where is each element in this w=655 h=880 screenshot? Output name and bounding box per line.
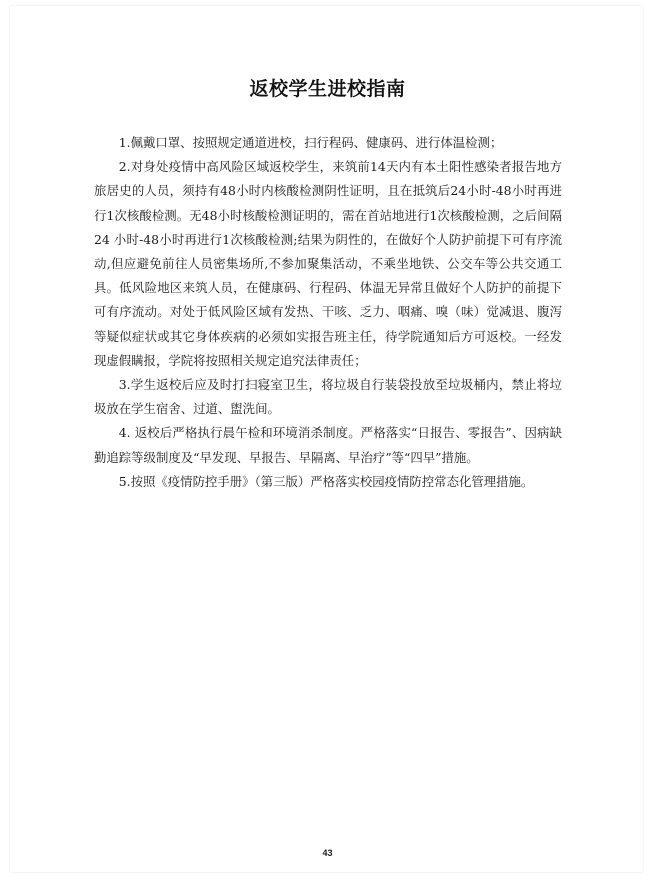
page-title: 返校学生进校指南 xyxy=(249,78,406,100)
paragraph-4: 4. 返校后严格执行晨午检和环境消杀制度。严格落实“日报告、零报告”、因病缺勤追踪等级制度及“早发现、早报告、早隔离、早治疗”等“四早”措施。 xyxy=(94,425,562,465)
page-number: 43 xyxy=(322,848,333,858)
paragraph-3: 3.学生返校后应及时打扫寝室卫生，将垃圾自行装袋投放至垃圾桶内，禁止将垃圾放在学生宿舍、过道、盥洗间。 xyxy=(94,377,562,417)
paragraph-2: 2.对身处疫情中高风险区域返校学生，来筑前14天内有本土阳性感染者报告地方旅居史的人员，须持有48小时内核酸检测阴性证明，且在抵筑后24小时-48小时再进行1次核酸检测。无48小时核酸检测证明的，需在首站地进行1次核酸检测，之后间隔24 小时-48小时再进行1次核酸检测;结果为阴性的，在做好个人防护前提下可有序流动,但应避免前往人员密集场所,不参加聚集活动，不乘坐地铁、公交车等公共交通工具。低风险地区来筑人员，在健康码、行程码、体温无异常且做好个人防护的前提下可有序流动。对处于低风险区域有发热、干咳、乏力、咽痛、嗅（味）觉减退、腹泻等疑似症状或其它身体疾病的必须如实报告班主任，待学院通知后方可返校。一经发现虚假瞒报，学院将按照相关规定追究法律责任； xyxy=(94,159,562,368)
document-body xyxy=(94,131,562,494)
paragraph-5: 5.按照《疫情防控手册》（第三版）严格落实校园疫情防控常态化管理措施。 xyxy=(118,473,534,489)
paragraph-1: 1.佩戴口罩、按照规定通道进校，扫行程码、健康码、进行体温检测； xyxy=(118,135,503,150)
